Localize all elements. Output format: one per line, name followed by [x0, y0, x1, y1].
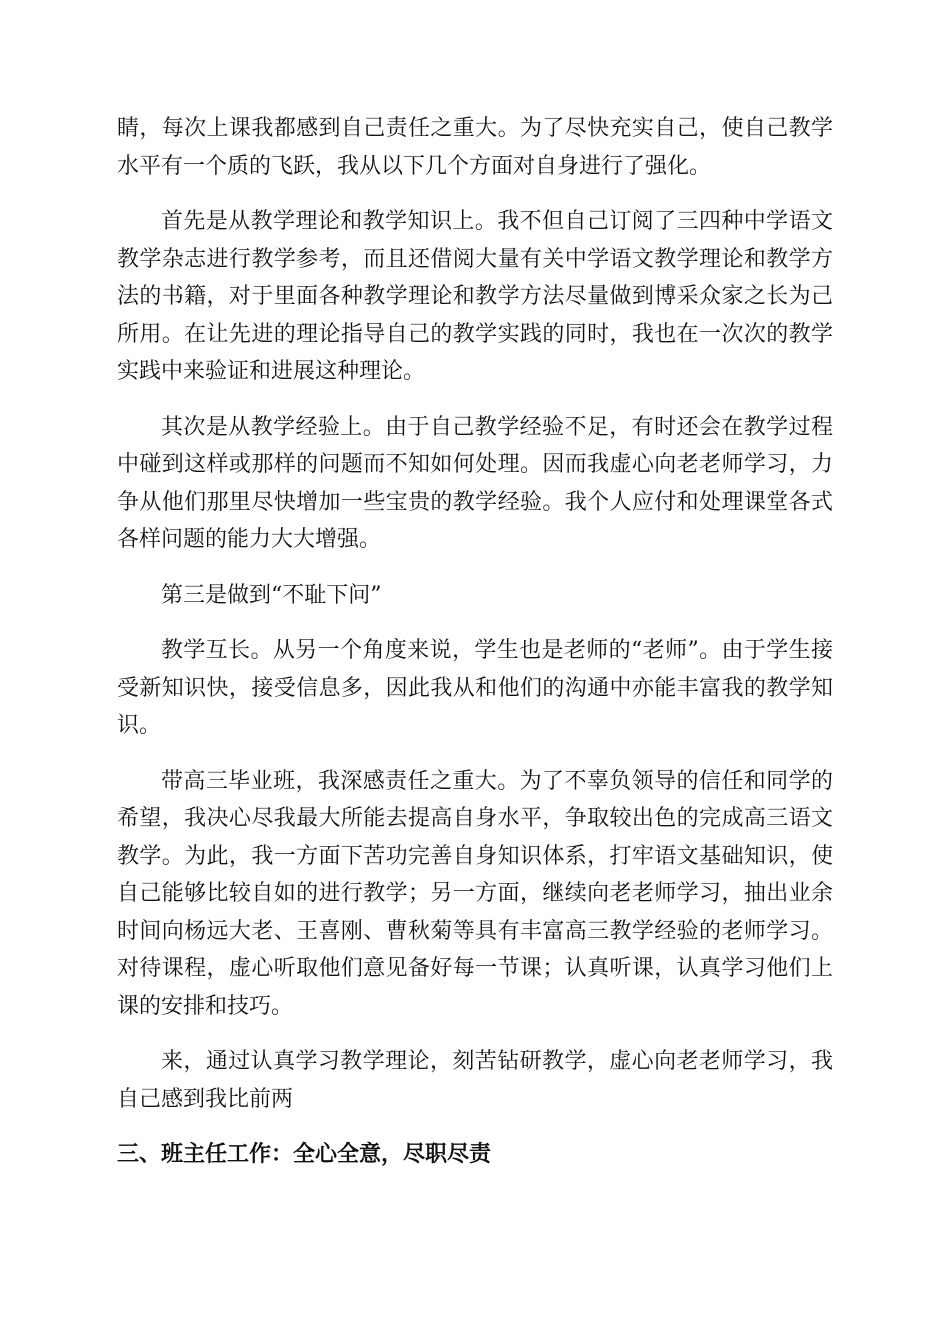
paragraph-mutual-learning: 教学互长。从另一个角度来说，学生也是老师的“老师”。由于学生接受新知识快，接受信息多，因此我从和他们的沟通中亦能丰富我的教学知识。 [117, 638, 833, 738]
paragraph-summary: 来，通过认真学习教学理论，刻苦钻研教学，虚心向老老师学习，我自己感到我比前两 [117, 1049, 833, 1112]
section-heading: 三、班主任工作：全心全意，尽职尽责 [117, 1142, 492, 1167]
paragraph-third-point: 第三是做到“不耻下问” [161, 582, 382, 608]
paragraph-teaching-experience: 其次是从教学经验上。由于自己教学经验不足，有时还会在教学过程中碰到这样或那样的问题而不知如何处理。因而我虚心向老老师学习，力争从他们那里尽快增加一些宝贵的教学经验。我个人应付和处理课堂各式各样问题的能力大大增强。 [117, 414, 833, 552]
document-page [117, 110, 833, 1174]
paragraph-teaching-theory: 首先是从教学理论和教学知识上。我不但自己订阅了三四种中学语文教学杂志进行教学参考，而且还借阅大量有关中学语文教学理论和教学方法的书籍，对于里面各种教学理论和教学方法尽量做到博采众家之长为己所用。在让先进的理论指导自己的教学实践的同时，我也在一次次的教学实践中来验证和进展这种理论。 [117, 209, 833, 384]
paragraph-continuation: 睛，每次上课我都感到自己责任之重大。为了尽快充实自己，使自己教学水平有一个质的飞跃，我从以下几个方面对自身进行了强化。 [117, 116, 833, 179]
paragraph-senior-class: 带高三毕业班，我深感责任之重大。为了不辜负领导的信任和同学的希望，我决心尽我最大所能去提高自身水平，争取较出色的完成高三语文教学。为此，我一方面下苦功完善自身知识体系，打牢语文基础知识，使自己能够比较自如的进行教学；另一方面，继续向老老师学习，抽出业余时间向杨远大老、王喜刚、曹秋菊等具有丰富高三教学经验的老师学习。对待课程，虚心听取他们意见备好每一节课；认真听课，认真学习他们上课的安排和技巧。 [117, 768, 833, 1019]
